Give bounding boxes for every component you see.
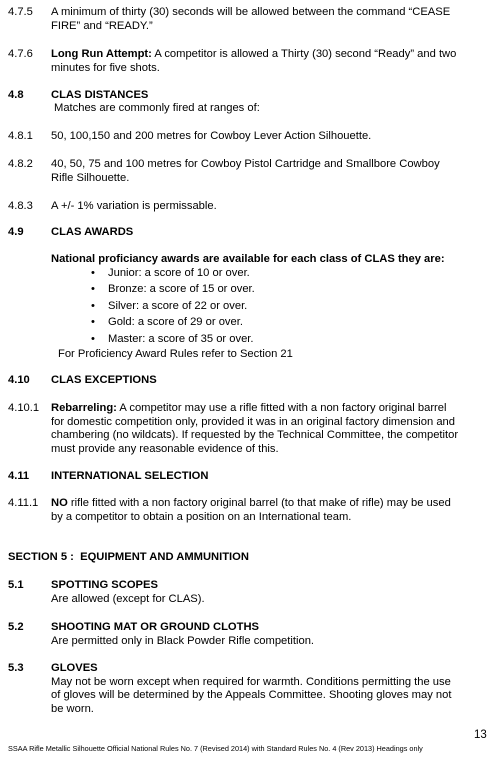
- section-number-5-3: 5.3: [8, 662, 24, 674]
- awards-intro: National proficiancy awards are available for each class of CLAS they are:: [51, 253, 445, 265]
- rule-text-4-8-3: A +/- 1% variation is permissable.: [51, 200, 217, 212]
- bullet-icon: •: [91, 300, 95, 312]
- rule-line: FIRE” and “READY.”: [51, 19, 153, 32]
- section-intro-4-8: Matches are commonly fired at ranges of:: [54, 102, 260, 114]
- section-number-4-11: 4.11: [8, 470, 30, 482]
- section-heading-international-selection: INTERNATIONAL SELECTION: [51, 470, 209, 482]
- rule-text-4-7-6: [51, 48, 491, 75]
- section-number-4-10: 4.10: [8, 374, 30, 386]
- rule-number-4-8-1: 4.8.1: [8, 130, 33, 142]
- rule-number-4-8-2: 4.8.2: [8, 158, 33, 170]
- rule-text-4-8-2: [51, 158, 491, 185]
- rule-line: [51, 497, 491, 511]
- rule-line: A minimum of thirty (30) seconds will be allowed between the command “CEASE: [51, 6, 451, 18]
- rule-text-5-1: [51, 579, 491, 606]
- rule-line: by a competitor to obtain a position on an International team.: [51, 510, 352, 523]
- page-number: 13: [474, 729, 487, 741]
- rule-number-4-8-3: 4.8.3: [8, 200, 33, 212]
- subsection-heading-spotting-scopes: SPOTTING SCOPES: [51, 579, 158, 591]
- rule-line: Rifle Silhouette.: [51, 171, 130, 184]
- section-number-5-2: 5.2: [8, 621, 24, 633]
- rule-line: Are allowed (except for CLAS).: [51, 592, 205, 605]
- rule-line: Are permitted only in Black Powder Rifle competition.: [51, 634, 315, 647]
- rule-text-4-7-5: [51, 6, 491, 33]
- award-rules-note: For Proficiency Award Rules refer to Section 21: [58, 348, 293, 360]
- award-item: Master: a score of 35 or over.: [108, 333, 254, 345]
- bullet-icon: •: [91, 283, 95, 295]
- rule-line: 40, 50, 75 and 100 metres for Cowboy Pistol Cartridge and Smallbore Cowboy: [51, 158, 440, 170]
- rule-line: minutes for five shots.: [51, 61, 160, 74]
- section-number-4-9: 4.9: [8, 226, 24, 238]
- rule-line-text: A competitor is allowed a Thirty (30) second “Ready” and two: [151, 48, 457, 60]
- subsection-heading-gloves: GLOVES: [51, 662, 98, 674]
- rule-bold-term: Rebarreling:: [51, 402, 117, 414]
- rule-text-5-3: [51, 662, 491, 716]
- rule-line: be worn.: [51, 702, 94, 715]
- rule-line: must provide any reasonable evidence of this.: [51, 442, 279, 455]
- rule-text-4-8-1: 50, 100,150 and 200 metres for Cowboy Lever Action Silhouette.: [51, 130, 372, 142]
- rule-line: [51, 402, 491, 416]
- bullet-icon: •: [91, 316, 95, 328]
- rule-line: of gloves will be determined by the Appeals Committee. Shooting gloves may not: [51, 689, 452, 701]
- rule-text-5-2: [51, 621, 491, 648]
- award-item: Junior: a score of 10 or over.: [108, 267, 250, 279]
- bullet-icon: •: [91, 267, 95, 279]
- bullet-icon: •: [91, 333, 95, 345]
- rule-text-4-10-1: [51, 402, 491, 456]
- rule-text-4-11-1: [51, 497, 491, 524]
- subsection-heading-shooting-mat: SHOOTING MAT OR GROUND CLOTHS: [51, 621, 259, 633]
- section-heading-clas-distances: CLAS DISTANCES: [51, 89, 149, 101]
- award-item: Gold: a score of 29 or over.: [108, 316, 243, 328]
- rule-bold-term: NO: [51, 497, 68, 509]
- rule-number-4-7-6: 4.7.6: [8, 48, 33, 60]
- award-item: Silver: a score of 22 or over.: [108, 300, 248, 312]
- rule-number-4-10-1: 4.10.1: [8, 402, 40, 414]
- rule-line: for domestic competition only, provided it was in an original factory dimension and: [51, 415, 455, 428]
- section-heading-clas-awards: CLAS AWARDS: [51, 226, 134, 238]
- rule-number-4-11-1: 4.11.1: [8, 497, 39, 509]
- rule-bold-term: Long Run Attempt:: [51, 48, 152, 60]
- rule-number-4-7-5: 4.7.5: [8, 6, 33, 18]
- section-5-heading: SECTION 5 : EQUIPMENT AND AMMUNITION: [8, 551, 249, 563]
- award-item: Bronze: a score of 15 or over.: [108, 283, 255, 295]
- section-number-5-1: 5.1: [8, 579, 24, 591]
- rule-line: May not be worn except when required for warmth. Conditions permitting the use: [51, 675, 451, 688]
- page-footer: SSAA Rifle Metallic Silhouette Official National Rules No. 7 (Revised 2014) with Standard Rules No. 4 (Rev 2013) Headings only: [8, 744, 423, 753]
- section-number-4-8: 4.8: [8, 89, 24, 101]
- rule-line-text: A competitor may use a rifle fitted with a non factory original barrel: [116, 402, 447, 414]
- section-heading-clas-exceptions: CLAS EXCEPTIONS: [51, 374, 157, 386]
- rule-line: [51, 48, 491, 62]
- rule-line-text: rifle fitted with a non factory original barrel (to that make of rifle) may be used: [67, 497, 451, 509]
- rule-line: chambering (no wildcats). If requested by the Technical Committee, the competitor: [51, 429, 459, 441]
